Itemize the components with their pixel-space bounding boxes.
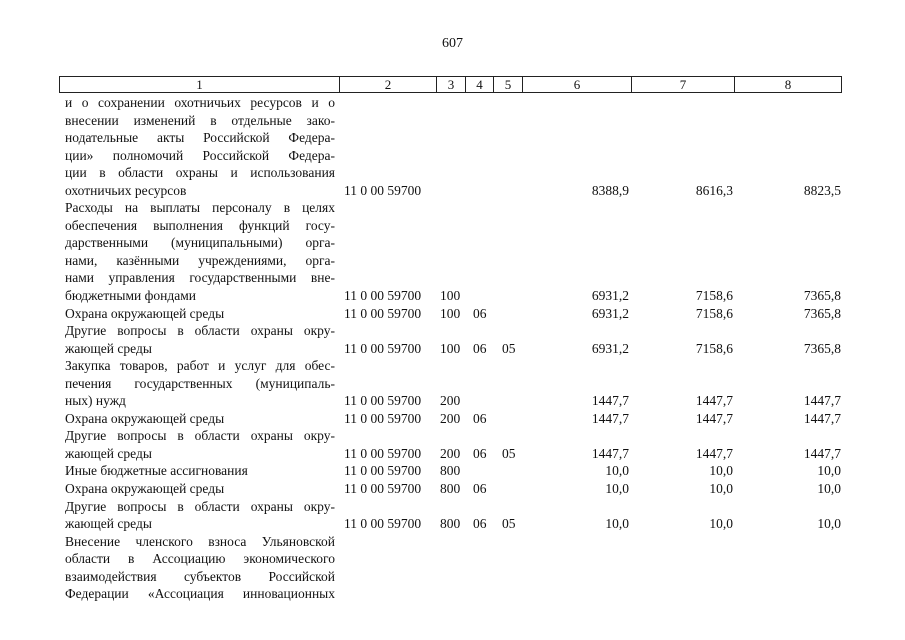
amount-col-6: 10,0 bbox=[605, 516, 629, 532]
subsection-code: 05 bbox=[502, 516, 516, 532]
line-description: жающей среды bbox=[65, 516, 152, 532]
amount-col-7: 7158,6 bbox=[695, 305, 733, 321]
column-header: 2 bbox=[340, 77, 437, 93]
amount-col-8: 10,0 bbox=[817, 463, 841, 479]
table-line bbox=[0, 568, 905, 586]
amount-col-8: 10,0 bbox=[817, 516, 841, 532]
column-header-row bbox=[60, 77, 842, 93]
table-line bbox=[0, 129, 905, 147]
table-line bbox=[0, 94, 905, 112]
table-line bbox=[0, 322, 905, 340]
amount-col-6: 6931,2 bbox=[591, 340, 629, 356]
target-article-code: 11 0 00 59700 bbox=[344, 516, 422, 532]
amount-col-7: 7158,6 bbox=[695, 288, 733, 304]
line-description: печения государственных (муниципаль- bbox=[65, 375, 335, 391]
line-description: Федерации «Ассоциация инновационных bbox=[65, 586, 335, 602]
line-description: Иные бюджетные ассигнования bbox=[65, 463, 248, 479]
section-code: 06 bbox=[473, 340, 487, 356]
table-line bbox=[0, 498, 905, 516]
budget-table-body bbox=[0, 94, 905, 603]
expense-type-code: 800 bbox=[440, 481, 461, 497]
line-description: охотничьих ресурсов bbox=[65, 182, 187, 198]
line-description: ции в области охраны и использования bbox=[65, 165, 335, 181]
table-line bbox=[0, 147, 905, 165]
amount-col-8: 7365,8 bbox=[803, 340, 841, 356]
table-line bbox=[0, 182, 905, 200]
amount-col-6: 10,0 bbox=[605, 481, 629, 497]
table-line bbox=[0, 480, 905, 498]
subsection-code: 05 bbox=[502, 445, 516, 461]
line-description: Охрана окружающей среды bbox=[65, 481, 225, 497]
amount-col-6: 1447,7 bbox=[591, 445, 629, 461]
table-line bbox=[0, 585, 905, 603]
section-code: 06 bbox=[473, 481, 487, 497]
amount-col-7: 1447,7 bbox=[695, 445, 733, 461]
amount-col-8: 10,0 bbox=[817, 481, 841, 497]
table-line bbox=[0, 164, 905, 182]
target-article-code: 11 0 00 59700 bbox=[344, 288, 422, 304]
amount-col-6: 6931,2 bbox=[591, 305, 629, 321]
table-line bbox=[0, 445, 905, 463]
line-description: жающей среды bbox=[65, 445, 152, 461]
target-article-code: 11 0 00 59700 bbox=[344, 393, 422, 409]
table-line bbox=[0, 392, 905, 410]
amount-col-8: 7365,8 bbox=[803, 305, 841, 321]
table-line bbox=[0, 427, 905, 445]
subsection-code: 05 bbox=[502, 340, 516, 356]
expense-type-code: 100 bbox=[440, 305, 461, 321]
amount-col-6: 6931,2 bbox=[591, 288, 629, 304]
column-header: 7 bbox=[632, 77, 735, 93]
amount-col-8: 1447,7 bbox=[803, 445, 841, 461]
line-description: дарственными (муниципальными) орга- bbox=[65, 235, 335, 251]
table-line bbox=[0, 375, 905, 393]
amount-col-7: 1447,7 bbox=[695, 410, 733, 426]
amount-col-7: 10,0 bbox=[709, 516, 733, 532]
amount-col-8: 7365,8 bbox=[803, 288, 841, 304]
amount-col-6: 1447,7 bbox=[591, 393, 629, 409]
amount-col-6: 1447,7 bbox=[591, 410, 629, 426]
amount-col-7: 10,0 bbox=[709, 481, 733, 497]
target-article-code: 11 0 00 59700 bbox=[344, 340, 422, 356]
expense-type-code: 200 bbox=[440, 410, 461, 426]
line-description: жающей среды bbox=[65, 340, 152, 356]
line-description: Внесение членского взноса Ульяновской bbox=[65, 533, 335, 549]
column-header: 1 bbox=[60, 77, 340, 93]
table-line bbox=[0, 410, 905, 428]
line-description: внесении изменений в отдельные зако- bbox=[65, 112, 335, 128]
target-article-code: 11 0 00 59700 bbox=[344, 182, 422, 198]
section-code: 06 bbox=[473, 305, 487, 321]
amount-col-7: 7158,6 bbox=[695, 340, 733, 356]
line-description: области в Ассоциацию экономического bbox=[65, 551, 335, 567]
page-number: 607 bbox=[442, 36, 463, 51]
table-line bbox=[0, 252, 905, 270]
expense-type-code: 200 bbox=[440, 445, 461, 461]
line-description: Охрана окружающей среды bbox=[65, 410, 225, 426]
section-code: 06 bbox=[473, 445, 487, 461]
amount-col-6: 10,0 bbox=[605, 463, 629, 479]
target-article-code: 11 0 00 59700 bbox=[344, 445, 422, 461]
column-header: 4 bbox=[466, 77, 494, 93]
line-description: нами управления государственными вне- bbox=[65, 270, 335, 286]
line-description: Другие вопросы в области охраны окру- bbox=[65, 498, 335, 514]
amount-col-8: 8823,5 bbox=[803, 182, 841, 198]
section-code: 06 bbox=[473, 516, 487, 532]
line-description: Другие вопросы в области охраны окру- bbox=[65, 323, 335, 339]
expense-type-code: 800 bbox=[440, 516, 461, 532]
amount-col-6: 8388,9 bbox=[591, 182, 629, 198]
table-line bbox=[0, 357, 905, 375]
table-line bbox=[0, 515, 905, 533]
table-line bbox=[0, 533, 905, 551]
line-description: бюджетными фондами bbox=[65, 288, 196, 304]
column-header: 6 bbox=[523, 77, 632, 93]
column-header: 3 bbox=[437, 77, 466, 93]
line-description: Расходы на выплаты персоналу в целях bbox=[65, 200, 335, 216]
amount-col-7: 1447,7 bbox=[695, 393, 733, 409]
table-line bbox=[0, 199, 905, 217]
table-line bbox=[0, 234, 905, 252]
section-code: 06 bbox=[473, 410, 487, 426]
target-article-code: 11 0 00 59700 bbox=[344, 481, 422, 497]
table-line bbox=[0, 269, 905, 287]
line-description: Закупка товаров, работ и услуг для обес- bbox=[65, 358, 335, 374]
target-article-code: 11 0 00 59700 bbox=[344, 463, 422, 479]
line-description: взаимодействия субъектов Российской bbox=[65, 568, 335, 584]
line-description: Охрана окружающей среды bbox=[65, 305, 225, 321]
amount-col-8: 1447,7 bbox=[803, 410, 841, 426]
line-description: ных) нужд bbox=[65, 393, 126, 409]
line-description: обеспечения выполнения функций госу- bbox=[65, 217, 335, 233]
amount-col-7: 10,0 bbox=[709, 463, 733, 479]
table-line bbox=[0, 217, 905, 235]
amount-col-7: 8616,3 bbox=[695, 182, 733, 198]
table-line bbox=[0, 305, 905, 323]
table-line bbox=[0, 287, 905, 305]
table-line bbox=[0, 462, 905, 480]
column-header: 8 bbox=[735, 77, 842, 93]
column-header-table bbox=[59, 76, 842, 93]
target-article-code: 11 0 00 59700 bbox=[344, 410, 422, 426]
amount-col-8: 1447,7 bbox=[803, 393, 841, 409]
line-description: ции» полномочий Российской Федера- bbox=[65, 147, 335, 163]
line-description: нодательные акты Российской Федера- bbox=[65, 130, 335, 146]
target-article-code: 11 0 00 59700 bbox=[344, 305, 422, 321]
expense-type-code: 100 bbox=[440, 340, 461, 356]
table-line bbox=[0, 112, 905, 130]
line-description: и о сохранении охотничьих ресурсов и о bbox=[65, 95, 335, 110]
table-line bbox=[0, 340, 905, 358]
expense-type-code: 800 bbox=[440, 463, 461, 479]
column-header: 5 bbox=[494, 77, 523, 93]
line-description: Другие вопросы в области охраны окру- bbox=[65, 428, 335, 444]
expense-type-code: 200 bbox=[440, 393, 461, 409]
line-description: нами, казёнными учреждениями, орга- bbox=[65, 252, 335, 268]
table-line bbox=[0, 550, 905, 568]
expense-type-code: 100 bbox=[440, 288, 461, 304]
